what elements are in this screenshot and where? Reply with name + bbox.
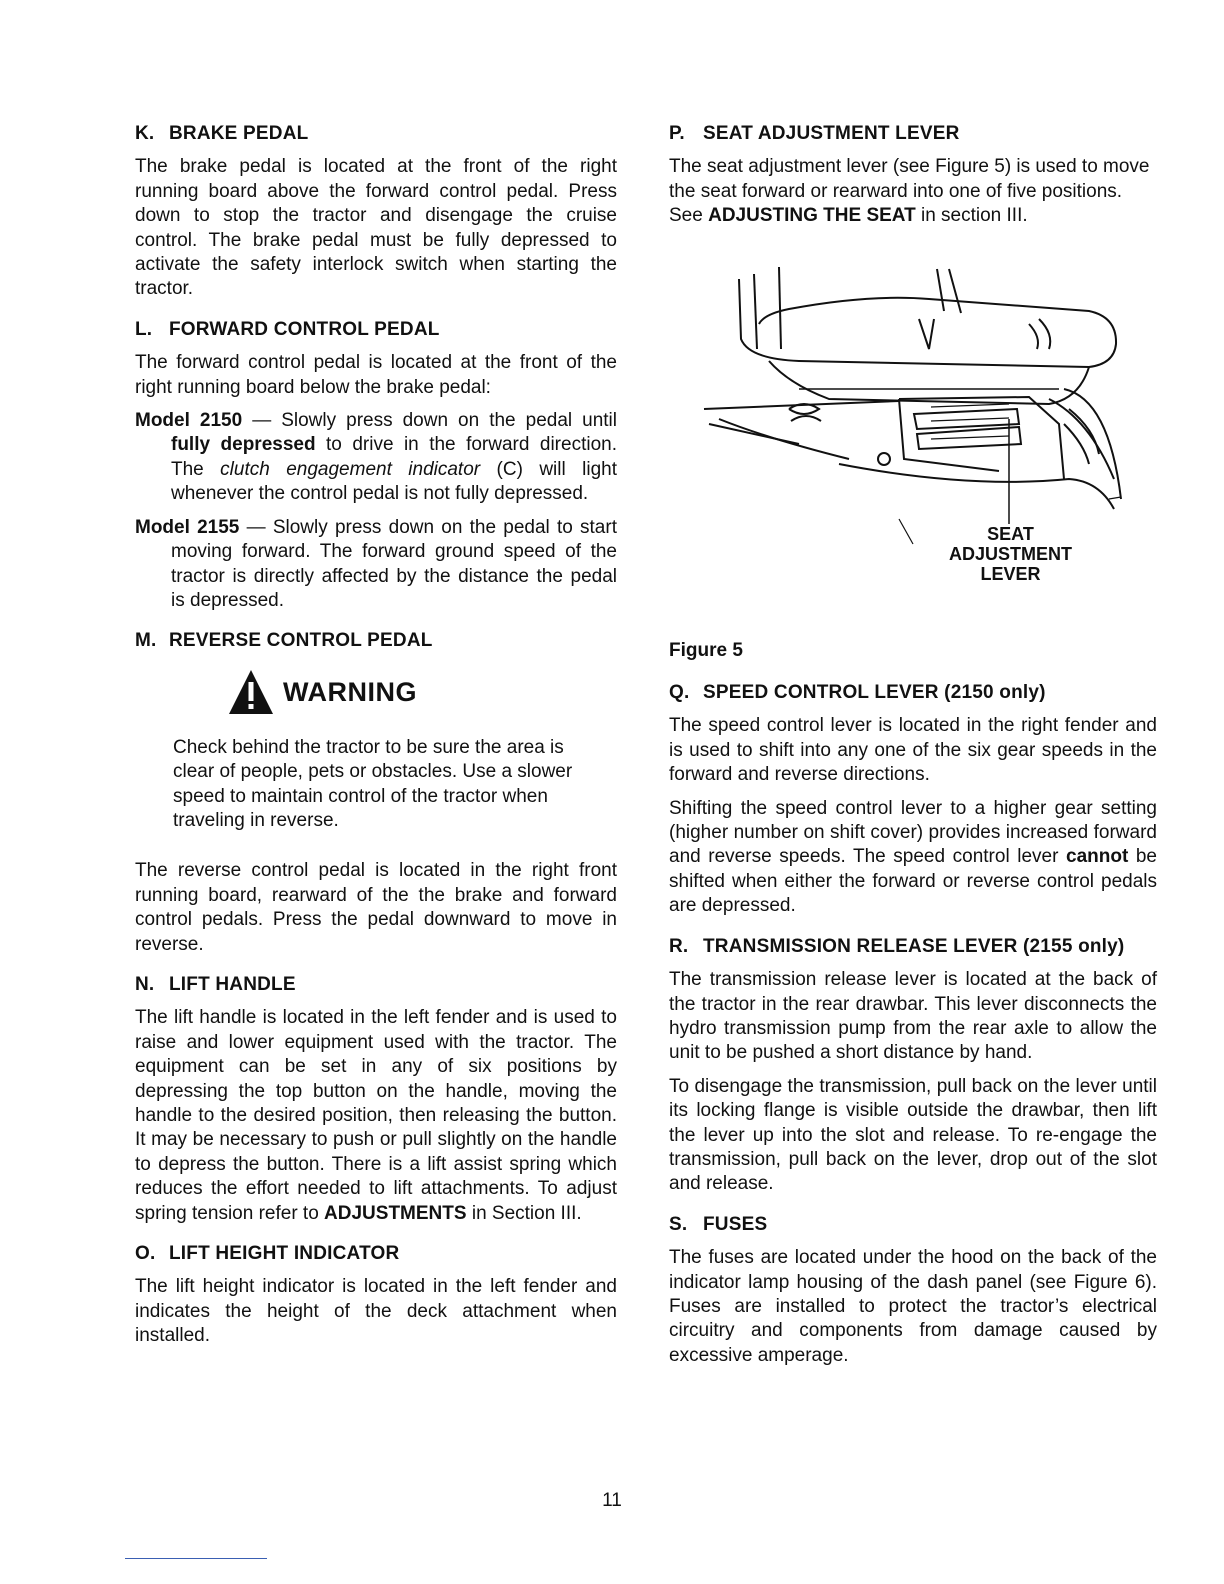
forward-pedal-text: The forward control pedal is located at the front of the right running board below the brake pedal: bbox=[135, 352, 617, 398]
brake-pedal-text: The brake pedal is located at the front of the right running board above the forward control pedal. Press down to stop the tractor and disengage the cruise control. The brake pedal must be fully depressed to activate the safety interlock switch when starting the tractor. bbox=[135, 156, 617, 300]
warning-text: Check behind the tractor to be sure the area is clear of people, pets or obstacles. Use a slower speed to maintain control of the tractor when traveling in reverse. bbox=[173, 736, 573, 831]
model-2155-text: Model 2155 — Slowly press down on the pedal to start moving forward. The forward ground speed of the tractor is directly affected by the distance the pedal is depressed. bbox=[135, 516, 617, 611]
page-number: 11 bbox=[602, 1490, 622, 1511]
footer-rule bbox=[125, 1558, 267, 1559]
heading-forward-control-pedal: L. FORWARD CONTROL PEDAL bbox=[135, 318, 440, 340]
lift-handle-text: The lift handle is located in the left fender and is used to raise and lower equipment used with the tractor. The equipment can be set in any of six positions by depressing the top button on the handle, moving the handle to the desired position, then releasing the button. It may be necessary to push or pull slightly on the handle to depress the button. There is a lift assist spring which reduces the effort needed to lift attachments. To adjust spring tension refer to ADJUSTMENTS in Section III. bbox=[135, 1007, 617, 1224]
right-column bbox=[669, 122, 1157, 1377]
warning-triangle-icon bbox=[227, 668, 275, 716]
heading-reverse-control-pedal: M. REVERSE CONTROL PEDAL bbox=[135, 630, 433, 652]
warning-title: WARNING bbox=[227, 668, 593, 716]
lift-height-text: The lift height indicator is located in the left fender and indicates the height of the deck attachment when installed. bbox=[135, 1276, 617, 1347]
seat-adjustment-text: The seat adjustment lever (see Figure 5) is used to move the seat forward or rearward into one of five positions. See ADJUSTING THE SEAT in section III. bbox=[669, 156, 1150, 227]
heading-brake-pedal: K. BRAKE PEDAL bbox=[135, 123, 309, 144]
figure-caption: Figure 5 bbox=[669, 639, 743, 661]
seat-drawing bbox=[669, 249, 1157, 639]
heading-fuses: S. FUSES bbox=[669, 1213, 768, 1235]
heading-lift-height-indicator: O. LIFT HEIGHT INDICATOR bbox=[135, 1243, 400, 1265]
heading-speed-control-lever: Q. SPEED CONTROL LEVER (2150 only) bbox=[669, 682, 1046, 704]
heading-lift-handle: N. LIFT HANDLE bbox=[135, 973, 296, 995]
seat-adjustment-lever-label: SEAT ADJUSTMENT LEVER bbox=[949, 523, 1073, 584]
warning-box bbox=[173, 668, 593, 834]
model-2150-text: Model 2150 — Slowly press down on the pedal until fully depressed to drive in the forward direction. The clutch engagement indicator (C) will light whenever the control pedal is not fully depressed. bbox=[135, 410, 617, 505]
transmission-release-text-2: To disengage the transmission, pull back on the lever until its locking flange is visible outside the drawbar, then lift the lever up into the slot and release. To re-engage the transmission, pull back on the lever, drop out of the slot and release. bbox=[669, 1075, 1157, 1195]
heading-seat-adjustment-lever: P. SEAT ADJUSTMENT LEVER bbox=[669, 123, 960, 144]
heading-transmission-release-lever: R. TRANSMISSION RELEASE LEVER (2155 only) bbox=[669, 935, 1125, 957]
fuses-text: The fuses are located under the hood on the back of the indicator lamp housing of the dash panel (see Figure 6). Fuses are installed to protect the tractor’s electrical circuitry and components from damage caused by excessive amperage. bbox=[669, 1247, 1157, 1366]
left-column bbox=[135, 122, 617, 1358]
figure-5-seat-illustration bbox=[669, 249, 1157, 639]
speed-control-text-1: The speed control lever is located in the right fender and is used to shift into any one of the six gear speeds in the forward and reverse directions. bbox=[669, 715, 1157, 786]
reverse-pedal-text: The reverse control pedal is located in the right front running board, rearward of the the brake and forward control pedals. Press the pedal downward to move in reverse. bbox=[135, 860, 617, 955]
speed-control-text-2: Shifting the speed control lever to a higher gear setting (higher number on shift cover) provides increased forward and reverse speeds. The speed control lever cannot be shifted when either the forward or reverse control pedals are depressed. bbox=[669, 797, 1157, 917]
transmission-release-text-1: The transmission release lever is located at the back of the tractor in the rear drawbar. This lever disconnects the hydro transmission pump from the rear axle to allow the unit to be pushed a short distance by hand. bbox=[669, 969, 1157, 1064]
